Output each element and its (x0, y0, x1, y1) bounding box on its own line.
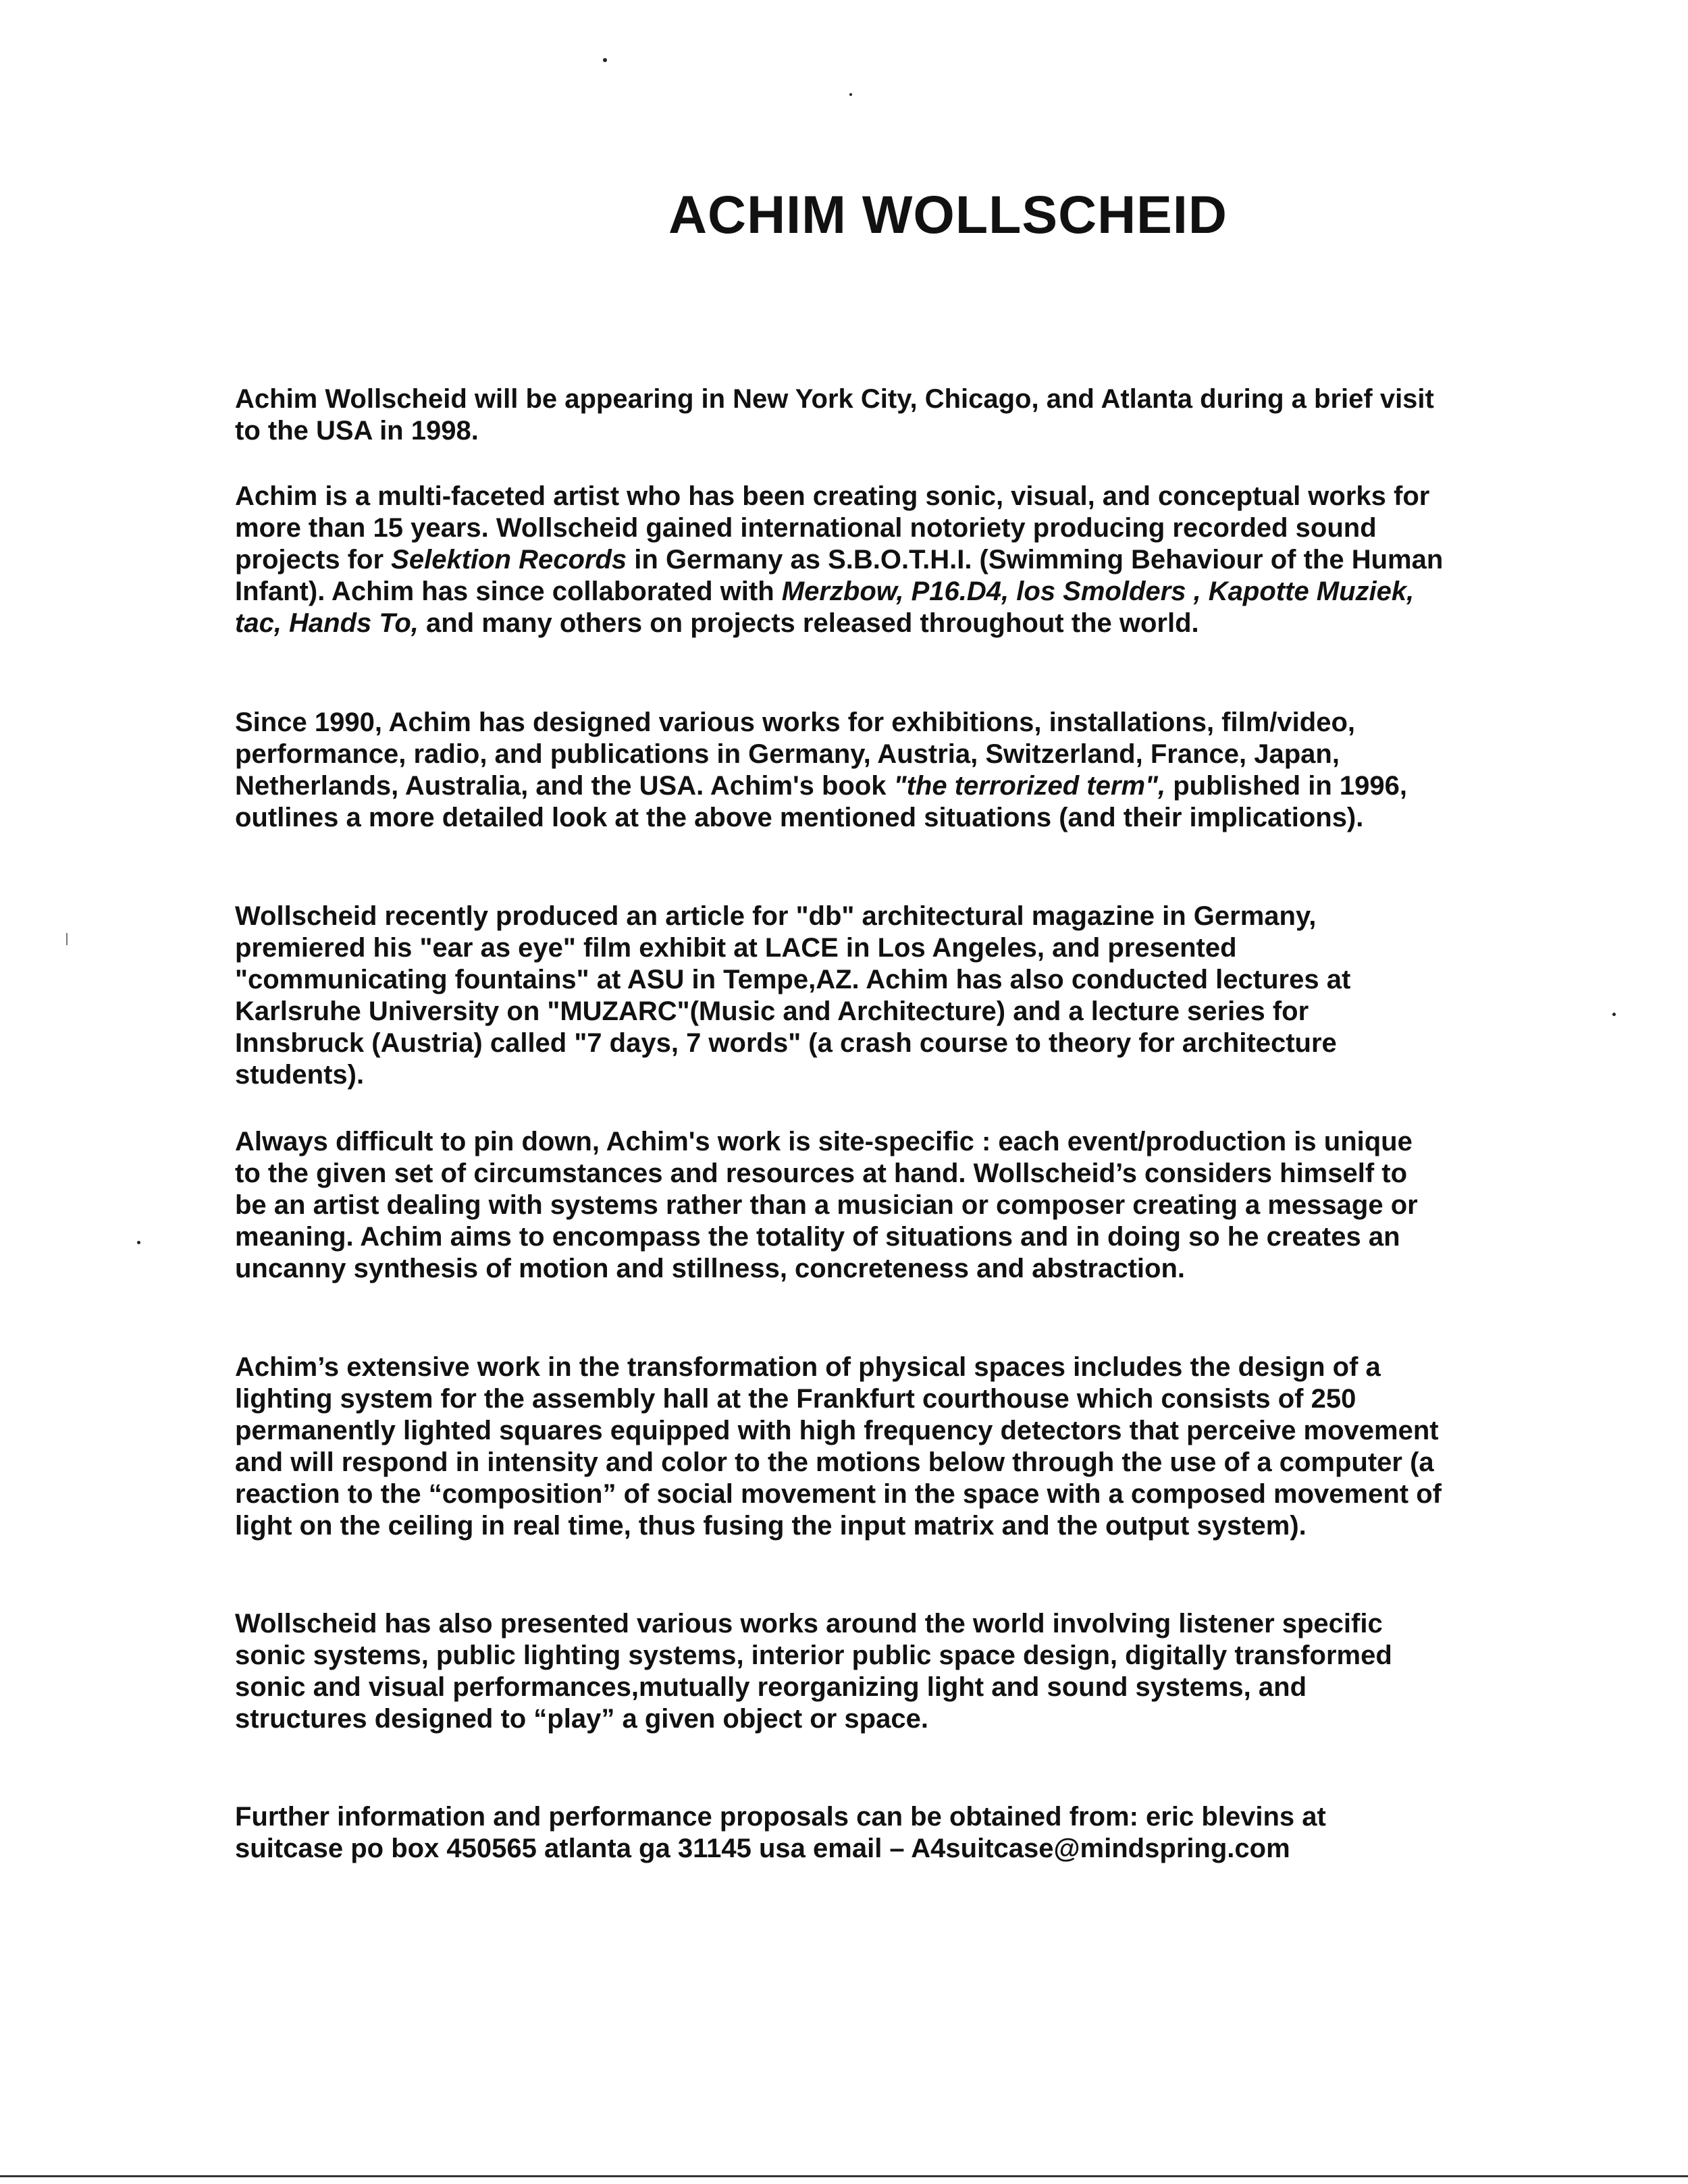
document-title: ACHIM WOLLSCHEID (668, 184, 1228, 244)
contact-line-2: suitcase po box 450565 atlanta ga 31145 usa email – A4suitcase@mindspring.com (235, 1834, 1290, 1863)
spaces-paragraph: Achim’s extensive work in the transformation of physical spaces includes the design of a lighting system for the assembly hall at the Frankfurt courthouse which consists of 250 permanently lighted squares equipped with high frequency detectors that perceive movement and will respond in intensity and color to the motions below through the use of a computer (a reaction to the “composition” of social movement in the space with a composed movement of light on the ceiling in real time, thus fusing the input matrix and the output system). (235, 1352, 1442, 1541)
recent-work-paragraph: Wollscheid recently produced an article for "db" architectural magazine in Germany, premiered his "ear as eye" film exhibit at LACE in Los Angeles, and presented "communicating fountains" at ASU in Tempe,AZ. Achim has also conducted lectures at Karlsruhe University on "MUZARC"(Music and Architecture) and a lecture series for Innsbruck (Austria) called "7 days, 7 words" (a crash course to theory for architecture students). (235, 901, 1351, 1090)
scan-speck (1612, 1013, 1616, 1016)
approach-paragraph: Always difficult to pin down, Achim's work is site-specific : each event/production is unique to the given set of circumstances and resources at hand. Wollscheid’s considers himself to be an artist dealing with systems rather than a musician or composer creating a message or meaning. Achim aims to encompass the totality of situations and in doing so he creates an uncanny synthesis of motion and stillness, concreteness and abstraction. (235, 1127, 1418, 1283)
biography-text: and many others on projects released throughout the world. (418, 608, 1199, 638)
works-text: published in 1996, outlines a more detailed look at the above mentioned situations (and their implications). (235, 771, 1407, 832)
intro-paragraph: Achim Wollscheid will be appearing in New York City, Chicago, and Atlanta during a brief visit to the USA in 1998. (235, 384, 1434, 446)
presentations-paragraph: Wollscheid has also presented various works around the world involving listener specific sonic systems, public lighting systems, interior public space design, digitally transformed sonic and visual performances,mutually reorganizing light and sound systems, and structures designed to “play” a given object or space. (235, 1609, 1392, 1734)
biography-text: in Germany as S.B.O.T.H.I. (Swimming Behaviour of the Human Infant). Achim has since collaborated with (235, 545, 1444, 606)
works-text: Since 1990, Achim has designed various works for exhibitions, installations, film/video, performance, radio, and publications in Germany, Austria, Switzerland, France, Japan, Netherlands, Australia, and the USA. Achim's book (235, 708, 1355, 801)
collaborator-names: Merzbow, P16.D4, los Smolders , Kapotte Muziek, tac, Hands To, (235, 577, 1415, 638)
scan-speck (603, 58, 607, 62)
book-title: "the terrorized term", (893, 771, 1166, 801)
scan-speck (137, 1241, 140, 1244)
scan-bottom-edge (0, 2175, 1688, 2177)
biography-paragraph (235, 481, 1444, 639)
works-paragraph (235, 707, 1444, 834)
biography-text: Achim is a multi-faceted artist who has been creating sonic, visual, and conceptual works for more than 15 years. Wollscheid gained international notoriety producing recorded sound projects for (235, 481, 1430, 575)
scan-speck (849, 93, 852, 96)
record-label-name: Selektion Records (391, 545, 627, 575)
scan-mark (66, 933, 68, 945)
contact-line-1: Further information and performance proposals can be obtained from: eric blevins at (235, 1802, 1326, 1832)
